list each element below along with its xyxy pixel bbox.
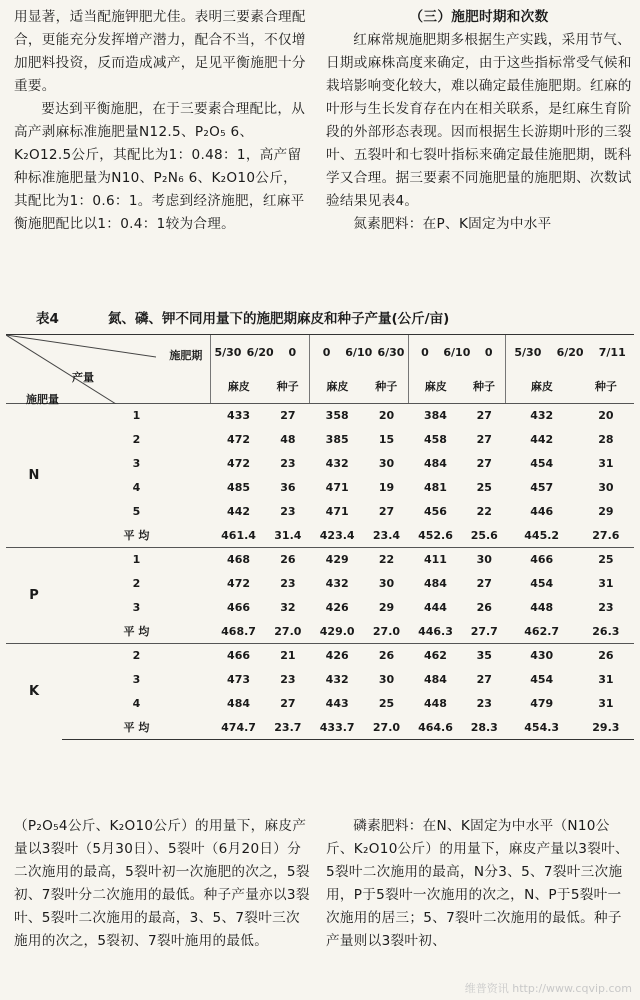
value-cell: 430 [506,644,578,668]
value-cell: 35 [463,644,506,668]
value-cell: 20 [365,404,408,428]
value-cell: 432 [506,404,578,428]
value-cell: 466 [211,644,266,668]
average-value-cell: 446.3 [418,624,453,638]
average-value-cell: 31.4 [274,528,302,542]
average-row [6,524,634,548]
value-cell: 19 [378,481,395,494]
subheader-cell: 麻皮 [211,370,266,404]
average-value-cell: 452.6 [418,528,453,542]
value-cell: 471 [325,505,349,518]
text-column-bottom-left [14,815,310,953]
value-cell: 29 [378,601,395,614]
period-group-header: 0 6/10 6/30 [309,335,408,370]
value-cell: 484 [227,697,251,710]
element-label: N [6,404,62,548]
average-value-cell: 26.3 [592,624,620,638]
corner-label-level: 施肥量 [26,393,59,406]
average-value-cell: 462.7 [524,624,560,638]
table-row [6,644,634,668]
paragraph: 氮素肥料：在P、K固定为中水平 [353,216,552,232]
level-cell: 2 [132,433,141,446]
value-cell: 27 [266,404,309,428]
value-cell: 484 [424,577,447,590]
average-value-cell: 433.7 [309,716,364,740]
value-cell: 471 [325,481,349,494]
corner-label-yield: 产量 [72,371,94,384]
table-header-row [6,335,634,370]
level-cell: 2 [62,644,211,668]
value-cell: 26 [578,644,634,668]
value-cell: 458 [424,433,447,446]
value-cell: 23 [280,673,296,686]
level-cell: 3 [132,457,141,470]
value-cell: 466 [227,601,251,614]
value-cell: 30 [598,481,614,494]
value-cell: 466 [506,548,578,572]
value-cell: 385 [325,433,349,446]
value-cell: 448 [530,601,554,614]
average-label: 平 均 [62,716,211,740]
level-cell: 4 [132,697,141,710]
text-column-top-right [326,6,632,236]
level-cell: 1 [62,548,211,572]
value-cell: 30 [378,673,395,686]
period-group-header: 5/30 6/20 0 [211,335,310,370]
value-cell: 454 [530,577,554,590]
average-label: 平 均 [123,529,150,543]
text-column-bottom-right [326,815,632,953]
level-cell: 2 [132,577,141,590]
corner-label-period: 施肥期 [169,349,203,362]
average-value-cell: 29.3 [578,716,634,740]
value-cell: 27 [476,673,492,686]
value-cell: 31 [598,673,614,686]
value-cell: 31 [598,457,614,470]
value-cell: 479 [530,697,554,710]
value-cell: 25 [476,481,492,494]
value-cell: 31 [598,697,614,710]
value-cell: 443 [325,697,349,710]
value-cell: 442 [530,433,554,446]
paragraph: 要达到平衡施肥，在于三要素合理配比，从高产剥麻标准施肥量N12.5、P₂O₅ 6、K₂O12.5公斤，其配比为1：0.48：1，高产留种标准施肥量为N10、P₂N₆ 6、K₂O10公斤，其配比为1：0.6：1。考虑到经济施肥，红麻平衡施肥配比以1：0.4：1较为合理。 [14,101,306,232]
element-label: K [6,644,62,740]
yield-table [6,334,634,740]
value-cell: 358 [309,404,364,428]
subheader-cell: 种子 [578,370,634,404]
table-row [6,500,634,524]
value-cell: 25 [578,548,634,572]
table-row [6,572,634,596]
value-cell: 23 [280,505,296,518]
average-value-cell: 27.0 [274,624,302,638]
average-value-cell: 445.2 [524,528,560,542]
value-cell: 23 [598,601,614,614]
average-value-cell: 454.3 [506,716,578,740]
average-value-cell: 464.6 [408,716,463,740]
level-cell: 4 [132,481,141,494]
value-cell: 32 [280,601,296,614]
value-cell: 23 [476,697,492,710]
value-cell: 23 [280,457,296,470]
value-cell: 28 [598,433,614,446]
level-cell: 3 [132,601,141,614]
average-value-cell: 423.4 [319,528,355,542]
table-row [6,596,634,620]
average-value-cell: 28.3 [463,716,506,740]
value-cell: 468 [211,548,266,572]
value-cell: 27 [476,433,492,446]
table-row [6,668,634,692]
period-group-header: 0 6/10 0 [408,335,506,370]
level-cell: 1 [62,404,211,428]
value-cell: 432 [325,673,349,686]
average-value-cell: 468.7 [221,624,256,638]
average-value-cell: 461.4 [221,528,256,542]
value-cell: 21 [266,644,309,668]
subheader-cell: 种子 [463,370,506,404]
value-cell: 481 [424,481,447,494]
value-cell: 433 [211,404,266,428]
value-cell: 29 [598,505,614,518]
average-value-cell: 27.0 [372,624,401,638]
subheader-cell: 麻皮 [506,370,578,404]
value-cell: 484 [424,457,447,470]
level-cell: 3 [132,673,141,686]
table-row [6,428,634,452]
value-cell: 484 [424,673,447,686]
table-number: 表4 [36,311,59,327]
value-cell: 454 [530,457,554,470]
average-value-cell: 23.4 [372,528,401,542]
value-cell: 26 [266,548,309,572]
average-value-cell: 27.6 [592,528,620,542]
level-cell: 5 [132,505,141,518]
subheader-cell: 种子 [365,370,408,404]
value-cell: 27 [378,505,395,518]
value-cell: 456 [424,505,447,518]
value-cell: 25 [378,697,395,710]
value-cell: 457 [530,481,554,494]
value-cell: 432 [325,577,349,590]
value-cell: 444 [424,601,447,614]
paragraph: 磷素肥料：在N、K固定为中水平（N10公斤、K₂O10公斤）的用量下，麻皮产量以3裂叶、5裂叶二次施用的最高，N分3、5、7裂叶三次施用，P于5裂叶一次施用的次之，N、P于5裂叶一次施用的居三；5、7裂叶二次施用的最低。种子产量则以3裂叶初、 [326,818,629,949]
value-cell: 30 [463,548,506,572]
subheader-cell: 麻皮 [408,370,463,404]
value-cell: 23 [280,577,296,590]
value-cell: 426 [309,644,364,668]
value-cell: 472 [227,457,251,470]
average-value-cell: 27.0 [365,716,408,740]
value-cell: 446 [530,505,554,518]
paragraph: （P₂O₅4公斤、K₂O10公斤）的用量下，麻皮产量以3裂叶（5月30日）、5裂叶（6月20日）分二次施用的最高，5裂叶初一次施肥的次之，5裂初、7裂叶分二次施用的最低。种子产量亦以3裂叶、5裂叶二次施用的最高，3、5、7裂叶三次施用的次之，5裂初、7裂叶施用的最低。 [14,818,310,949]
value-cell: 30 [378,457,395,470]
value-cell: 22 [476,505,492,518]
subheader-cell: 麻皮 [309,370,364,404]
element-label: P [6,548,62,644]
table-row [6,692,634,716]
value-cell: 27 [476,577,492,590]
table-title: 氮、磷、钾不同用量下的施肥期麻皮和种子产量(公斤/亩) [108,311,450,327]
value-cell: 442 [227,505,251,518]
value-cell: 473 [227,673,251,686]
average-row [6,620,634,644]
table-row [6,452,634,476]
paragraph: 用显著，适当配施钾肥尤佳。表明三要素合理配合，更能充分发挥增产潜力，配合不当，不仅增加肥料投资，反而造成减产，足见平衡施肥十分重要。 [14,9,306,94]
value-cell: 48 [280,433,296,446]
value-cell: 384 [408,404,463,428]
value-cell: 432 [325,457,349,470]
period-group-header: 5/30 6/20 7/11 [506,335,634,370]
value-cell: 27 [463,404,506,428]
average-value-cell: 25.6 [470,528,498,542]
value-cell: 20 [578,404,634,428]
subheader-cell: 种子 [266,370,309,404]
value-cell: 472 [227,433,251,446]
paragraph: 红麻常规施肥期多根据生产实践，采用节气、日期或麻株高度来确定，由于这些指标常受气候和栽培影响变化较大，难以确定最佳施肥期。红麻的叶形与生长发育存在内在相关联系，是红麻生育阶段的外部形态表现。因而根据生长游期叶形的三裂叶、五裂叶和七裂叶指标来确定最佳施肥期，既科学又合理。据三要素不同施肥量的施肥期、次数试验结果见表4。 [326,32,632,209]
watermark: 维普资讯 http://www.cqvip.com [464,982,632,995]
value-cell: 429 [309,548,364,572]
value-cell: 15 [378,433,395,446]
value-cell: 27 [476,457,492,470]
value-cell: 454 [530,673,554,686]
value-cell: 462 [408,644,463,668]
section-heading: （三）施肥时期和次数 [409,9,549,25]
average-label: 平 均 [123,625,150,639]
value-cell: 36 [280,481,296,494]
text-column-top-left [14,6,310,236]
value-cell: 472 [227,577,251,590]
value-cell: 485 [227,481,251,494]
table-row [6,476,634,500]
value-cell: 26 [476,601,492,614]
average-value-cell: 429.0 [319,624,355,638]
table-row [6,404,634,428]
table-corner-cell [6,335,211,404]
value-cell: 426 [325,601,349,614]
average-row [6,716,634,740]
average-value-cell: 23.7 [266,716,309,740]
value-cell: 30 [378,577,395,590]
average-value-cell: 27.7 [470,624,498,638]
table-row [6,548,634,572]
value-cell: 26 [365,644,408,668]
value-cell: 448 [424,697,447,710]
value-cell: 27 [280,697,296,710]
value-cell: 22 [365,548,408,572]
value-cell: 411 [408,548,463,572]
average-value-cell: 474.7 [211,716,266,740]
value-cell: 31 [598,577,614,590]
